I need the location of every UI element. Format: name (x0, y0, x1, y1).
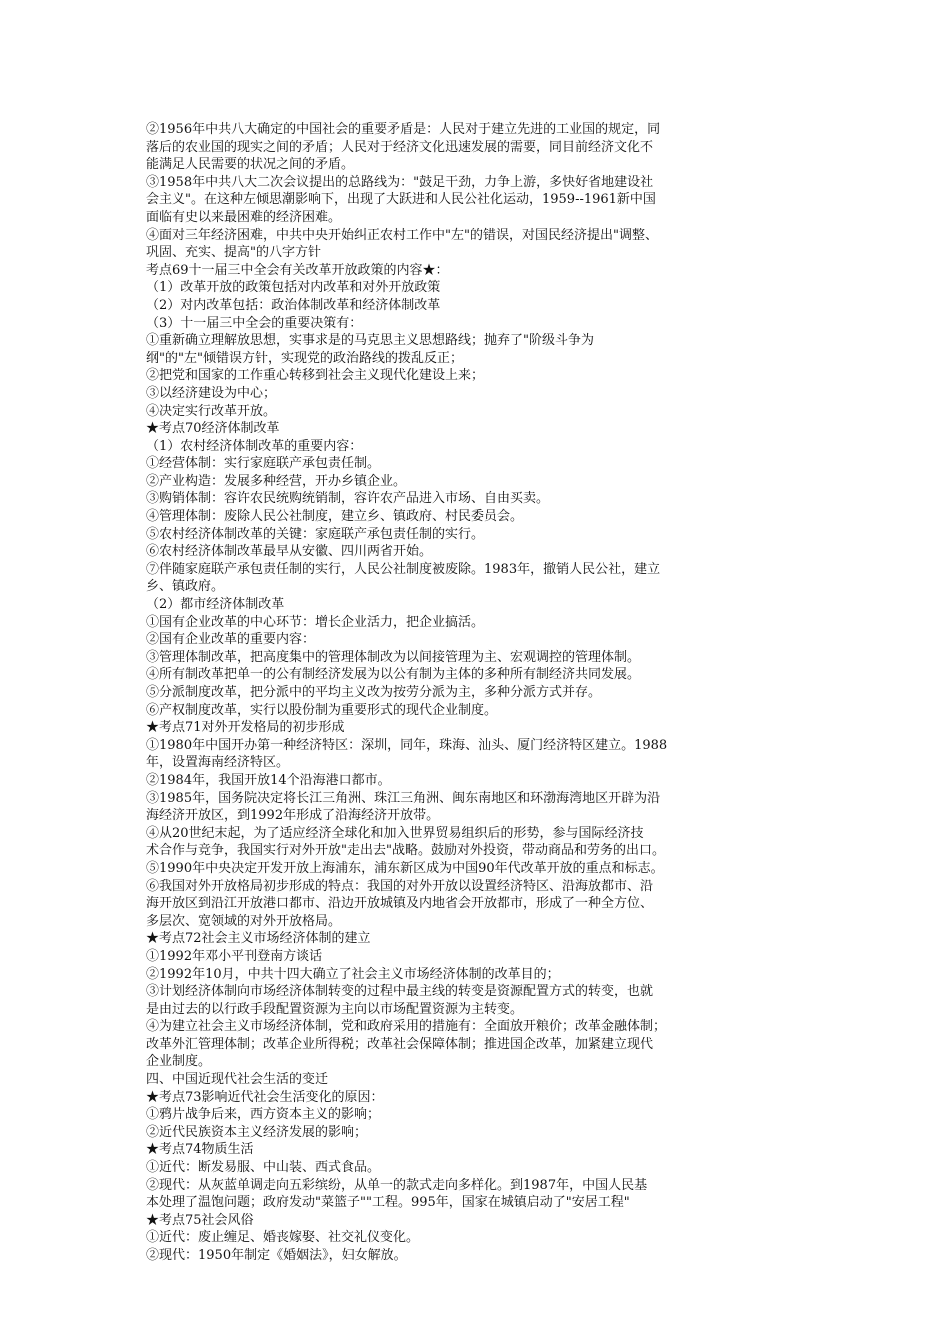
text-line: ⑥我国对外开放格局初步形成的特点：我国的对外开放以设置经济特区、沿海放都市、沿 (146, 878, 654, 894)
text-line: （2）对内改革包括：政治体制改革和经济体制改革 (146, 297, 441, 313)
text-line: 面临有史以来最困难的经济困难。 (146, 209, 342, 225)
text-line: ①1992年邓小平刊登南方谈话 (146, 948, 323, 964)
text-line: ④管理体制：废除人民公社制度，建立乡、镇政府、村民委员会。 (146, 509, 524, 525)
section-heading: ★考点70经济体制改革 (146, 421, 280, 437)
section-heading: ★考点74物质生活 (146, 1142, 254, 1158)
text-line: ②现代：1950年制定《婚姻法》，妇女解放。 (146, 1248, 407, 1263)
text-line: ⑥产权制度改革，实行以股份制为重要形式的现代企业制度。 (146, 702, 498, 718)
text-line: 纲"的"左"倾错误方针，实现党的政治路线的拨乱反正； (146, 350, 463, 366)
text-line: 巩固、充实、提高"的八字方针 (146, 245, 321, 261)
text-line: ①经营体制：实行家庭联产承包责任制。 (146, 456, 381, 472)
text-line: 本处理了温饱问题；政府发动"菜篮子""工程。995年，国家在城镇启动了"安居工程" (146, 1195, 630, 1211)
document-page (146, 121, 814, 1265)
text-line: ①近代：断发易服、中山装、西式食品。 (146, 1160, 381, 1176)
text-line: ②1984年，我国开放14个沿海港口都市。 (146, 772, 391, 788)
text-line: ②1992年10月，中共十四大确立了社会主义市场经济体制的改革目的； (146, 966, 560, 982)
text-line: ③管理体制改革，把高度集中的管理体制改为以间接管理为主、宏观调控的管理体制。 (146, 649, 641, 665)
text-line: ②现代：从灰蓝单调走向五彩缤纷，从单一的款式走向多样化。到1987年，中国人民基 (146, 1177, 648, 1193)
text-line: ②1956年中共八大确定的中国社会的重要矛盾是：人民对于建立先进的工业国的规定，同 (146, 122, 661, 137)
text-line: ③购销体制：容许农民统购统销制，容许农产品进入市场、自由买卖。 (146, 491, 550, 507)
text-line: （3）十一届三中全会的重要决策有： (146, 315, 363, 331)
text-line: ④面对三年经济困难，中共中央开始纠正农村工作中"左"的错误，对国民经济提出"调整、 (146, 227, 658, 243)
text-line: 术合作与竞争，我国实行对外开放"走出去"战略。鼓励对外投资，带动商品和劳务的出口。 (146, 843, 665, 859)
text-line: ②国有企业改革的重要内容： (146, 632, 316, 648)
text-line: ①近代：废止缠足、婚丧嫁娶、社交礼仪变化。 (146, 1230, 420, 1246)
text-line: ⑦伴随家庭联产承包责任制的实行，人民公社制度被废除。1983年，撤销人民公社，建立 (146, 561, 661, 577)
text-line: ③以经济建设为中心； (146, 385, 277, 401)
text-line: ⑤农村经济体制改革的关键：家庭联产承包责任制的实行。 (146, 526, 485, 542)
text-line: （2）都市经济体制改革 (146, 597, 285, 613)
text-line: （1）改革开放的政策包括对内改革和对外开放政策 (146, 280, 441, 296)
text-line: 改革外汇管理体制；改革企业所得税；改革社会保障体制；推进国企改革，加紧建立现代 (146, 1036, 654, 1052)
text-line: ③1958年中共八大二次会议提出的总路线为："鼓足干劲，力争上游，多快好省地建设社 (146, 174, 654, 190)
text-line: ⑥农村经济体制改革最早从安徽、四川两省开始。 (146, 544, 433, 560)
text-line: ①1980年中国开办第一种经济特区：深圳，同年，珠海、汕头、厦门经济特区建立。1988 (146, 737, 668, 753)
text-line: 乡、镇政府。 (146, 579, 225, 595)
section-heading: 考点69十一届三中全会有关改革开放政策的内容★： (146, 262, 449, 278)
section-heading: ★考点73影响近代社会生活变化的原因： (146, 1089, 384, 1105)
section-heading: ★考点71对外开发格局的初步形成 (146, 720, 345, 736)
text-line: ②产业构造：发展多种经营，开办乡镇企业。 (146, 473, 407, 489)
text-line: 海经济开放区，到1992年形成了沿海经济开放带。 (146, 808, 440, 824)
text-line: 海开放区到沿江开放港口都市、沿边开放城镇及内地省会开放都市，形成了一种全方位、 (146, 896, 654, 912)
text-line: （1）农村经济体制改革的重要内容： (146, 438, 363, 454)
text-line: ①国有企业改革的中心环节：增长企业活力，把企业搞活。 (146, 614, 485, 630)
text-line: ③1985年，国务院决定将长江三角洲、珠江三角洲、闽东南地区和环渤海湾地区开辟为沿 (146, 790, 661, 806)
text-line: 企业制度。 (146, 1054, 212, 1070)
text-line: ②近代民族资本主义经济发展的影响； (146, 1124, 368, 1140)
text-line: ⑤1990年中央决定开发开放上海浦东，浦东新区成为中国90年代改革开放的重点和标志。 (146, 860, 664, 876)
text-line: ①重新确立理解放思想，实事求是的马克思主义思想路线；抛弃了"阶级斗争为 (146, 333, 594, 349)
text-line: 是由过去的以行政手段配置资源为主向以市场配置资源为主转变。 (146, 1001, 524, 1017)
text-line: 能满足人民需要的状况之间的矛盾。 (146, 157, 355, 173)
section-heading: ★考点72社会主义市场经济体制的建立 (146, 931, 371, 947)
text-line: ⑤分派制度改革，把分派中的平均主义改为按劳分派为主，多种分派方式并存。 (146, 685, 602, 700)
text-line: 多层次、宽领域的对外开放格局。 (146, 913, 342, 929)
text-line: ③计划经济体制向市场经济体制转变的过程中最主线的转变是资源配置方式的转变，也就 (146, 984, 654, 1000)
section-heading: ★考点75社会风俗 (146, 1212, 254, 1228)
section-heading: 四、中国近现代社会生活的变迁 (146, 1072, 329, 1088)
text-line: 年，设置海南经济特区。 (146, 755, 290, 771)
text-line: ④为建立社会主义市场经济体制，党和政府采用的措施有：全面放开粮价；改革金融体制； (146, 1019, 667, 1035)
text-line: 会主义"。在这种左倾思潮影响下，出现了大跃进和人民公社化运动，1959--1961新中国 (146, 192, 656, 208)
text-line: 落后的农业国的现实之间的矛盾；人民对于经济文化迅速发展的需要，同目前经济文化不 (146, 139, 654, 155)
text-line: ④从20世纪末起，为了适应经济全球化和加入世界贸易组织后的形势，参与国际经济技 (146, 825, 644, 841)
text-line: ④所有制改革把单一的公有制经济发展为以公有制为主体的多种所有制经济共同发展。 (146, 667, 641, 683)
text-line: ②把党和国家的工作重心转移到社会主义现代化建设上来； (146, 368, 485, 384)
text-line: ④决定实行改革开放。 (146, 403, 277, 419)
text-line: ①鸦片战争后来，西方资本主义的影响； (146, 1107, 381, 1123)
